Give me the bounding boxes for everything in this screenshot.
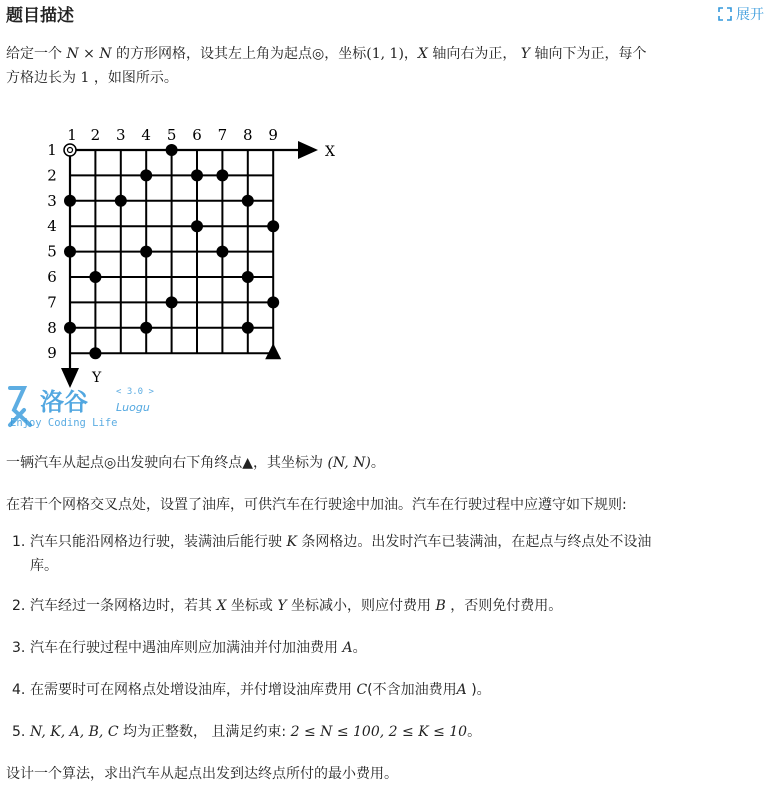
intro-text-7: ，如图所示。 [89, 70, 178, 86]
x-axis-arrow-icon [298, 141, 318, 159]
rule-number: 3. [12, 640, 26, 656]
y-axis-arrow-icon [61, 368, 79, 388]
oil-depot-point [89, 271, 101, 283]
col-label: 1 [67, 126, 77, 144]
rule-number: 4. [12, 682, 26, 698]
intro-text-6: 方格边长为 [6, 70, 81, 86]
oil-depot-point [140, 246, 152, 258]
col-label: 6 [192, 126, 202, 144]
rule-text: 汽车只能沿网格边行驶，装满油后能行驶 [30, 534, 287, 550]
expand-icon [718, 7, 732, 21]
rule-math-a: A [456, 682, 467, 698]
oil-depot-point [140, 322, 152, 334]
watermark-slogan: Enjoy Coding Life [10, 417, 118, 429]
col-label: 7 [217, 126, 228, 144]
rules-list [6, 530, 766, 744]
rule-math-constraint: 2 ≤ N ≤ 100, 2 ≤ K ≤ 10 [290, 724, 468, 740]
rule-text: 均为正整数， 且满足约束: [118, 724, 291, 740]
rule-item [6, 636, 766, 660]
rules-intro: 在若干个网格交叉点处，设置了油库，可供汽车在行驶途中加油。汽车在行驶过程中应遵守如下规则: [6, 497, 627, 513]
expand-button[interactable] [718, 4, 764, 24]
oil-depot-point [242, 322, 254, 334]
grid-lines [70, 150, 273, 353]
rule-text: 条网格边。出发时汽车已装满油，在起点与终点处不设油 [296, 534, 652, 550]
col-label: 4 [141, 126, 151, 144]
intro-math-origin: (1, 1) [366, 46, 404, 62]
rule-text: (不含加油费用 [367, 682, 457, 698]
intro-text-2: 的方形网格，设其左上角为起点◎，坐标 [111, 46, 367, 62]
intro-math-y: Y [520, 46, 531, 62]
rule-math-a: A [342, 640, 353, 656]
grid-figure [0, 120, 340, 430]
x-axis-label: X [325, 144, 335, 160]
rule-number: 1. [12, 534, 26, 550]
car-description [6, 451, 385, 475]
intro-text-1: 给定一个 [6, 46, 67, 62]
oil-depot-point [216, 246, 228, 258]
oil-depot-point [166, 296, 178, 308]
rule-math-y: Y [277, 598, 287, 614]
rule-text: 。 [352, 640, 367, 656]
col-label: 3 [116, 126, 126, 144]
rule-text: 。 [467, 724, 482, 740]
row-label: 9 [47, 344, 57, 363]
oil-depot-point [242, 195, 254, 207]
y-axis-label: Y [92, 370, 102, 386]
watermark-version: < 3.0 > [116, 387, 154, 397]
row-label: 5 [47, 242, 57, 261]
intro-math-x: X [417, 46, 428, 62]
oil-depot-point [191, 220, 203, 232]
col-label: 8 [243, 126, 253, 144]
intro-math-one: 1 [80, 70, 90, 86]
rule-math-k: K [286, 534, 297, 550]
rule-text: 库。 [30, 558, 58, 574]
luogu-watermark [10, 387, 155, 429]
watermark-name: 洛谷 [40, 388, 88, 416]
rule-math-c: C [356, 682, 368, 698]
oil-depot-point [267, 296, 279, 308]
car-text-2: 。 [370, 455, 385, 471]
intro-text-3: ， [403, 46, 418, 62]
problem-header [6, 0, 770, 30]
rule-math-b: B [435, 598, 446, 614]
oil-depot-point [166, 144, 178, 156]
rule-text: 在需要时可在网格点处增设油库，并付增设油库费用 [30, 682, 357, 698]
row-label: 6 [47, 268, 57, 286]
rule-math-x: X [216, 598, 227, 614]
expand-label: 展开 [736, 7, 764, 23]
car-text-1: 一辆汽车从起点◎出发驶向右下角终点▲，其坐标为 [6, 455, 328, 471]
rule-number: 5. [12, 724, 26, 740]
rule-text: )。 [466, 682, 491, 698]
car-math-nn: (N, N) [327, 455, 371, 471]
intro-text-5: 轴向下为正，每个 [530, 46, 647, 62]
col-label: 2 [90, 126, 101, 144]
intro-paragraph [6, 42, 766, 90]
oil-depot-point [115, 195, 127, 207]
rule-item [6, 720, 766, 744]
rule-math-vars: N, K, A, B, C [30, 724, 119, 740]
row-label: 3 [47, 191, 57, 210]
oil-depot-point [64, 195, 76, 207]
row-label: 1 [47, 141, 57, 159]
oil-depot-point [267, 220, 279, 232]
rule-text: 坐标或 [226, 598, 278, 614]
oil-depot-point [216, 169, 228, 181]
start-point-inner-icon [68, 148, 73, 153]
closing-paragraph: 设计一个算法，求出汽车从起点出发到达终点所付的最小费用。 [6, 766, 398, 782]
rule-text: 汽车在行驶过程中遇油库则应加满油并付加油费用 [30, 640, 343, 656]
section-title: 题目描述 [6, 6, 74, 26]
rule-text: 坐标减小，则应付费用 [286, 598, 436, 614]
row-label: 7 [47, 293, 57, 312]
row-label: 4 [47, 217, 57, 236]
oil-depot-point [140, 169, 152, 181]
row-label: 8 [47, 318, 57, 337]
rule-item [6, 530, 766, 578]
intro-text-4: 轴向右为正， [427, 46, 521, 62]
col-label: 5 [166, 126, 177, 144]
oil-depot-point [89, 347, 101, 359]
rule-text: 汽车经过一条网格边时，若其 [30, 598, 217, 614]
rule-item [6, 594, 766, 618]
oil-depot-point [64, 322, 76, 334]
rule-text: ，否则免付费用。 [445, 598, 563, 614]
oil-depot-point [191, 169, 203, 181]
rule-item [6, 678, 766, 702]
watermark-latin: Luogu [116, 401, 150, 414]
end-point-triangle-icon [265, 343, 281, 359]
rule-number: 2. [12, 598, 26, 614]
oil-depot-point [64, 246, 76, 258]
oil-depot-point [242, 271, 254, 283]
row-label: 2 [47, 166, 57, 185]
col-label: 9 [268, 126, 278, 144]
axis-tick-labels [47, 126, 335, 386]
intro-math-nxn: N × N [66, 46, 112, 62]
